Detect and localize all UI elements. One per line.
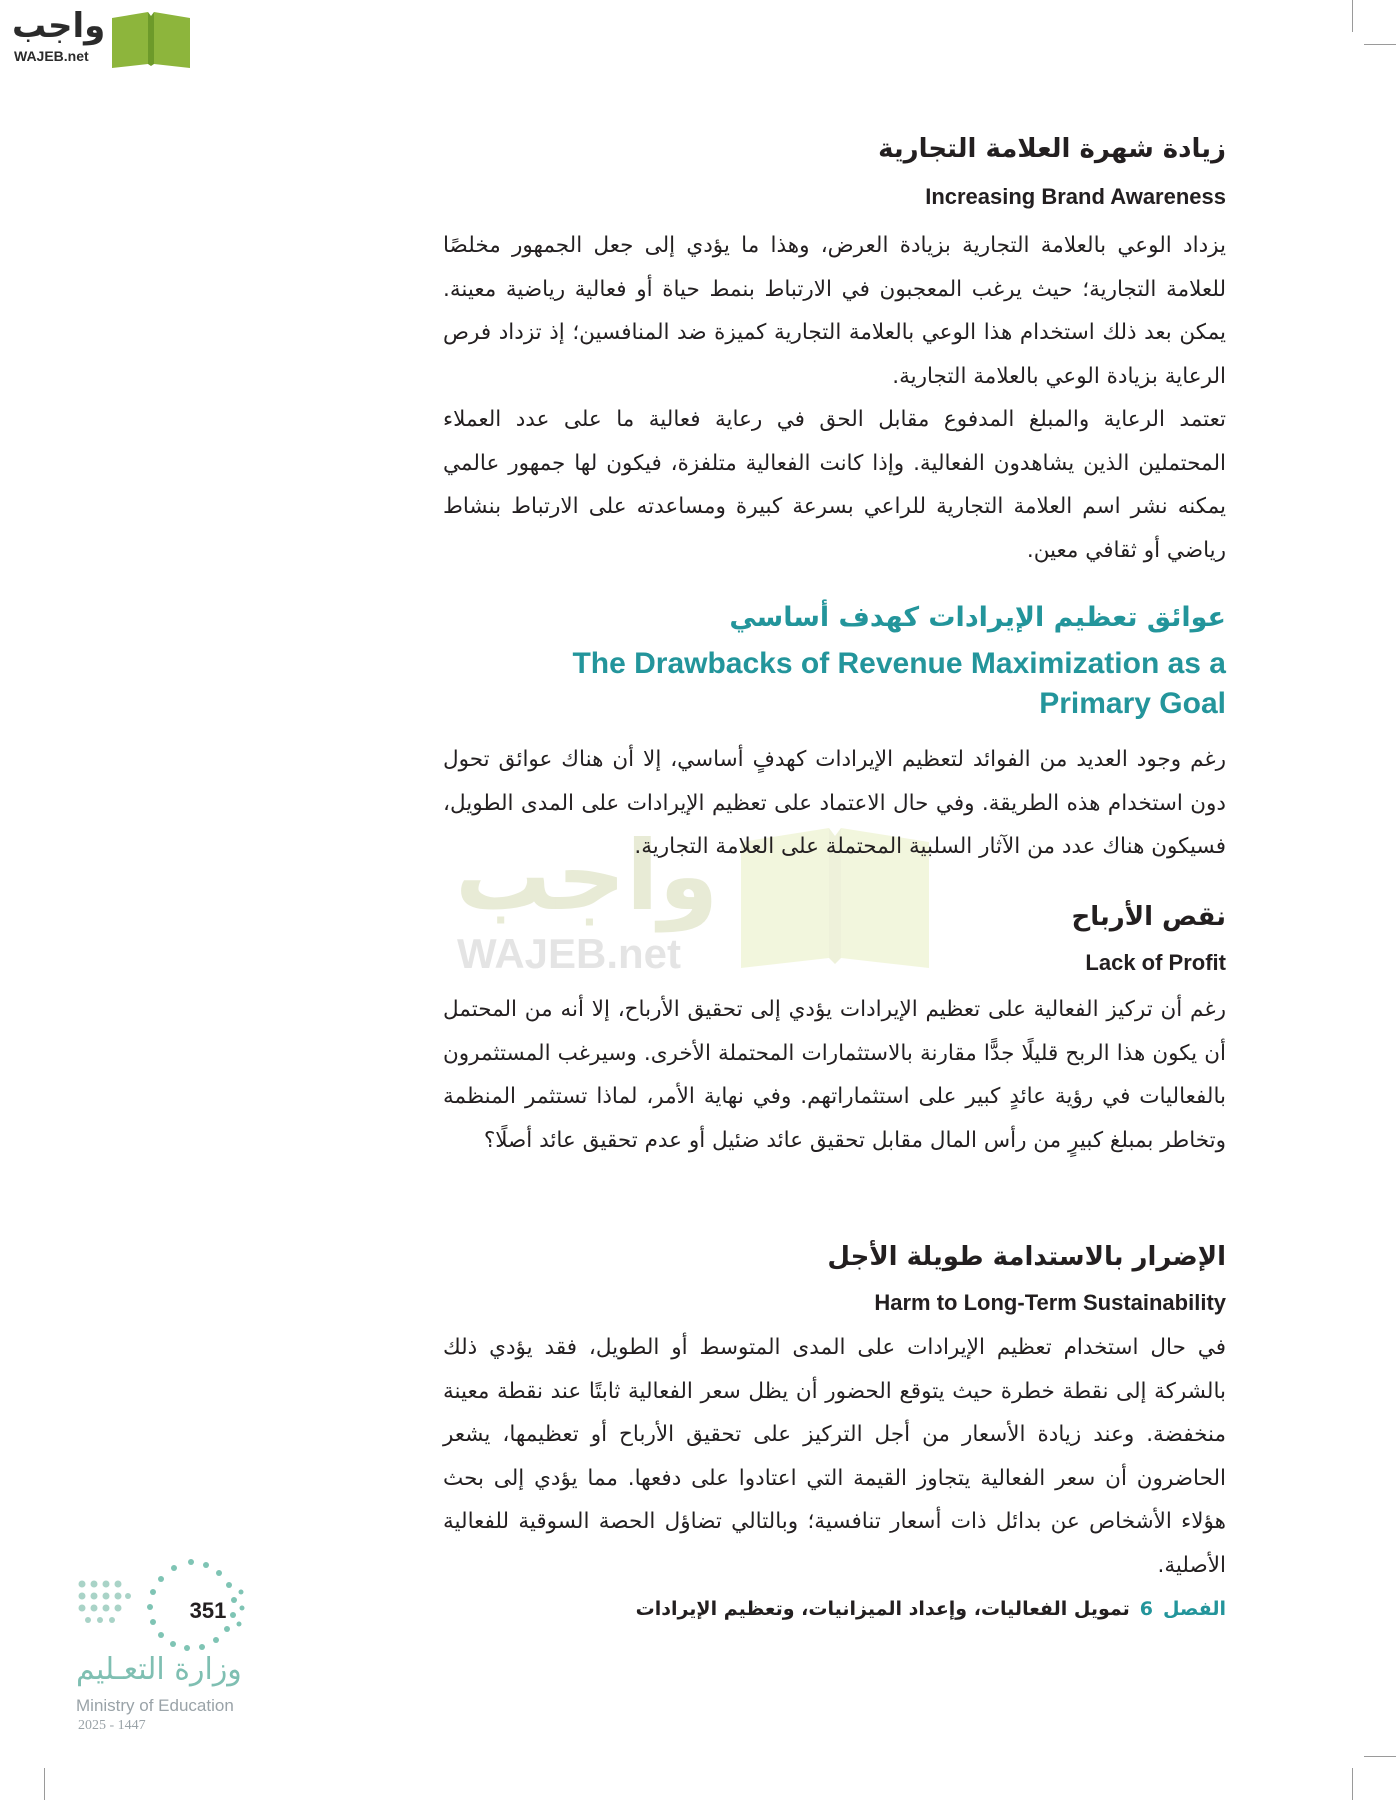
paragraph: رغم أن تركيز الفعالية على تعظيم الإيرادات يؤدي إلى تحقيق الأرباح، إلا أنه من المحتمل أن يكون هذا الربح قليلًا جدًّا مقارنة بالاستثمارات المحتملة الأخرى. وسيرغب المستثمرون بالفعاليات في رؤية عائدٍ كبير على استثماراتهم. وفي نهاية الأمر، لماذا تستثمر المنظمة وتخاطر بمبلغ كبيرٍ من رأس المال مقابل تحقيق عائد ضئيل أو عدم تحقيق عائد أصلًا؟ [443, 997, 1226, 1153]
chapter-label: الفصل [1162, 1598, 1226, 1620]
dot-grid-icon [76, 1578, 132, 1626]
section-title-en: Lack of Profit [1085, 950, 1226, 975]
chapter-section-title-en: The Drawbacks of Revenue Maximization as a Primary Goal [572, 647, 1226, 720]
section-title-ar: الإضرار بالاستدامة طويلة الأجل [827, 1242, 1226, 1272]
wajeb-logo[interactable] [8, 4, 192, 68]
ministry-name-ar: وزارة التعـليم [76, 1652, 242, 1687]
paragraph: في حال استخدام تعظيم الإيرادات على المدى المتوسط أو الطويل، فقد يؤدي ذلك بالشركة إلى نقطة خطرة حيث يتوقع الحضور أن يظل سعر الفعالية ثابتًا عند نقطة معينة منخفضة. وعند زيادة الأسعار من أجل التركيز على تحقيق الأرباح أو تعظيمها، يشعر الحاضرون أن سعر الفعالية يتجاوز القيمة التي اعتادوا على دفعها. مما يؤدي إلى بحث هؤلاء الأشخاص عن بدائل ذات أسعار تنافسية؛ وبالتالي تضاؤل الحصة السوقية للفعالية الأصلية. [443, 1335, 1226, 1578]
crop-mark [1352, 1768, 1353, 1800]
ministry-year: 2025 - 1447 [78, 1718, 146, 1733]
ministry-emblem [76, 1556, 256, 1736]
paragraph: رغم وجود العديد من الفوائد لتعظيم الإيرادات كهدفٍ أساسي، إلا أن هناك عوائق تحول دون استخدام هذه الطريقة. وفي حال الاعتماد على تعظيم الإيرادات على المدى الطويل، فسيكون هناك عدد من الآثار السلبية المحتملة على العلامة التجارية. [443, 747, 1226, 859]
crop-mark [1352, 0, 1353, 32]
section-title-ar: زيادة شهرة العلامة التجارية [878, 134, 1226, 164]
book-icon [108, 8, 194, 68]
section-title-en: Harm to Long-Term Sustainability [874, 1290, 1226, 1315]
page-number: 351 [189, 1598, 227, 1623]
section-title-en: Increasing Brand Awareness [925, 184, 1226, 209]
running-footer [636, 1598, 1226, 1620]
watermark-text-en: WAJEB.net [457, 930, 682, 977]
chapter-number: 6 [1139, 1598, 1153, 1620]
paragraph: يزداد الوعي بالعلامة التجارية بزيادة العرض، وهذا ما يؤدي إلى جعل الجمهور مخلصًا للعلامة التجارية؛ حيث يرغب المعجبون في الارتباط بنمط حياة أو فعالية رياضية معينة. يمكن بعد ذلك استخدام هذا الوعي بالعلامة التجارية كميزة ضد المنافسين؛ إذ تزداد فرص الرعاية بزيادة الوعي بالعلامة التجارية. [443, 233, 1226, 389]
logo-text-en: WAJEB.net [14, 48, 89, 64]
chapter-section-title-ar: عوائق تعظيم الإيرادات كهدف أساسي [729, 602, 1226, 633]
paragraph: تعتمد الرعاية والمبلغ المدفوع مقابل الحق في رعاية فعالية ما على عدد العملاء المحتملين الذين يشاهدون الفعالية. وإذا كانت الفعالية متلفزة، فيكون لها جمهور عالمي يمكنه نشر اسم العلامة التجارية للراعي بسرعة كبيرة ومساعدته على الارتباط بنشاط رياضي أو ثقافي معين. [443, 407, 1226, 563]
crop-mark [1364, 1756, 1396, 1757]
watermark-text-ar: واجب [455, 820, 719, 932]
logo-text-ar: واجب [12, 6, 106, 46]
chapter-title: تمويل الفعاليات، وإعداد الميزانيات، وتعظيم الإيرادات [635, 1598, 1130, 1620]
ministry-name-en: Ministry of Education [76, 1696, 234, 1715]
crop-mark [1364, 44, 1396, 45]
crop-mark [44, 1768, 45, 1800]
section-title-ar: نقص الأرباح [1071, 902, 1226, 932]
